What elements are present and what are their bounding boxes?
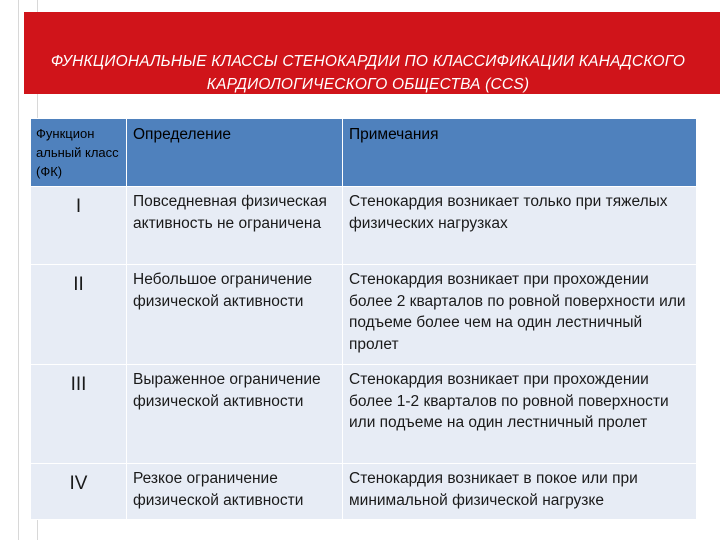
- column-header-definition: Определение: [127, 119, 343, 187]
- definition-cell: Резкое ограничение физической активности: [127, 464, 343, 520]
- note-cell: Стенокардия возникает при прохождении более 1-2 кварталов по ровной поверхности или подъеме на один лестничный пролет: [343, 365, 697, 464]
- slide-title: ФУНКЦИОНАЛЬНЫЕ КЛАССЫ СТЕНОКАРДИИ ПО КЛАССИФИКАЦИИ КАНАДСКОГО КАРДИОЛОГИЧЕСКОГО ОБЩЕСТВА (CCS): [50, 53, 686, 93]
- table-header-row: [31, 119, 697, 187]
- decorative-line-left: [18, 0, 19, 540]
- definition-cell: Повседневная физическая активность не ограничена: [127, 187, 343, 265]
- fc-cell: IV: [31, 464, 127, 520]
- fc-cell: II: [31, 265, 127, 365]
- table-row: [31, 187, 697, 265]
- note-cell: Стенокардия возникает при прохождении более 2 кварталов по ровной поверхности или подъеме более чем на один лестничный пролет: [343, 265, 697, 365]
- title-banner: [24, 12, 720, 94]
- column-header-class: Функцион альный класс (ФК): [31, 119, 127, 187]
- classification-table-container: [30, 118, 696, 520]
- table-row: [31, 265, 697, 365]
- column-header-notes: Примечания: [343, 119, 697, 187]
- definition-cell: Небольшое ограничение физической активности: [127, 265, 343, 365]
- classification-table: [30, 118, 697, 520]
- note-cell: Стенокардия возникает только при тяжелых физических нагрузках: [343, 187, 697, 265]
- fc-cell: I: [31, 187, 127, 265]
- table-row: [31, 365, 697, 464]
- table-row: [31, 464, 697, 520]
- definition-cell: Выраженное ограничение физической активности: [127, 365, 343, 464]
- note-cell: Стенокардия возникает в покое или при минимальной физической нагрузке: [343, 464, 697, 520]
- fc-cell: III: [31, 365, 127, 464]
